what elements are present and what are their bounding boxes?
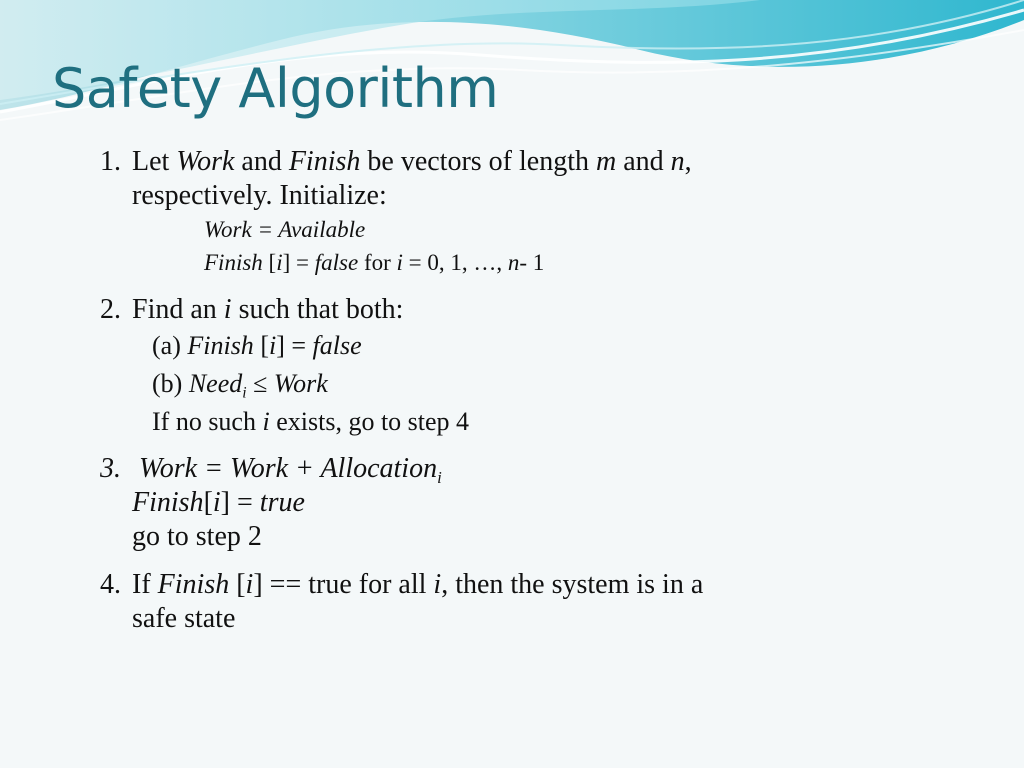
text: ≤: [246, 369, 274, 398]
text: [: [229, 569, 246, 600]
step-text: [132, 293, 900, 327]
step-1: [100, 145, 900, 213]
text: i: [268, 331, 277, 360]
step-number: 2.: [100, 294, 121, 325]
text: Work: [273, 369, 328, 398]
text: be vectors of length: [360, 146, 596, 177]
text: false: [314, 250, 359, 275]
text: Finish: [204, 250, 263, 275]
text: i: [437, 467, 442, 487]
text: If: [132, 569, 158, 600]
text: true: [259, 487, 305, 518]
text: false: [312, 331, 362, 360]
step-text: [132, 452, 900, 554]
text: Let: [132, 146, 177, 177]
step-number: 4.: [100, 569, 121, 600]
step-line: [132, 145, 900, 179]
step-number: 3.: [100, 453, 121, 484]
text: i: [276, 250, 283, 275]
text: i: [212, 487, 221, 518]
text: i: [433, 569, 442, 600]
text: (a): [152, 331, 188, 360]
text: ] == true for all: [253, 569, 434, 600]
text: - 1: [519, 250, 545, 275]
step-number: 1.: [100, 146, 121, 177]
step-text: [132, 145, 900, 213]
text: Find an: [132, 294, 224, 325]
text: i: [223, 294, 232, 325]
text: Work = Work + Allocation: [139, 453, 438, 484]
text: = 0, 1, …,: [402, 250, 508, 275]
step-line: [132, 568, 900, 602]
text: ,: [684, 146, 692, 177]
text: exists, go to step 4: [269, 407, 470, 436]
text: and: [616, 146, 671, 177]
step-line: go to step 2: [132, 521, 262, 552]
init-line-work: [100, 213, 900, 246]
text: Finish: [157, 569, 230, 600]
text: [: [253, 331, 269, 360]
step-line: safe state: [132, 603, 236, 634]
text: ] =: [220, 487, 260, 518]
text: Work = Available: [204, 217, 366, 242]
step-3: [100, 452, 900, 554]
step-2: [100, 293, 900, 327]
step-text: [132, 568, 900, 636]
text: and: [234, 146, 289, 177]
text: Finish: [187, 331, 254, 360]
text: i: [242, 384, 247, 402]
text: i: [262, 407, 270, 436]
init-line-finish: [100, 246, 900, 279]
text: Work: [176, 146, 235, 177]
text: ] =: [276, 331, 313, 360]
text: If no such: [152, 407, 263, 436]
text: (b): [152, 369, 189, 398]
text: , then the system is in a: [441, 569, 704, 600]
text: i: [396, 250, 403, 275]
text: m: [595, 146, 617, 177]
text: such that both:: [231, 294, 404, 325]
text: Finish: [132, 487, 204, 518]
step-4: [100, 568, 900, 636]
condition-b: [100, 365, 900, 403]
text: [: [203, 487, 213, 518]
text: n: [670, 146, 685, 177]
step-line: respectively. Initialize:: [132, 180, 387, 211]
text: [: [262, 250, 277, 275]
step-line: [132, 452, 900, 486]
slide-title: Safety Algorithm: [52, 57, 499, 120]
step-line: [132, 486, 900, 520]
slide-body: [100, 145, 900, 636]
text: ] =: [282, 250, 315, 275]
text: Need: [188, 369, 243, 398]
text: i: [245, 569, 254, 600]
condition-none: [100, 403, 900, 441]
text: n: [507, 250, 520, 275]
text: for: [358, 250, 397, 275]
text: Finish: [288, 146, 361, 177]
condition-a: [100, 327, 900, 365]
